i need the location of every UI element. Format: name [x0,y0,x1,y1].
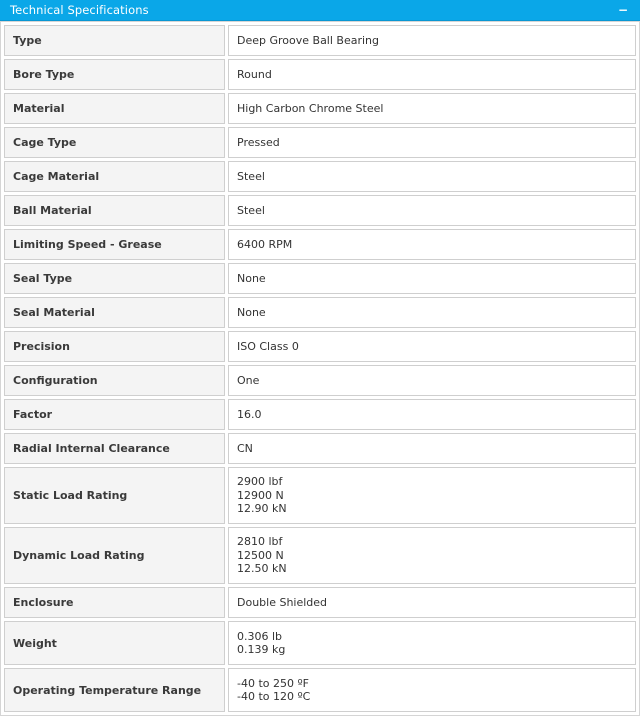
spec-value-line: High Carbon Chrome Steel [237,101,384,115]
spec-value-line: Deep Groove Ball Bearing [237,33,380,47]
spec-value [228,433,636,464]
spec-label: Cage Material [4,161,225,192]
spec-label: Seal Material [4,297,225,328]
spec-row [4,25,636,56]
spec-value-line: -40 to 120 ºC [237,690,311,703]
spec-label: Factor [4,399,225,430]
spec-label: Bore Type [4,59,225,90]
spec-row [4,527,636,584]
spec-value [228,527,636,584]
spec-label: Limiting Speed - Grease [4,229,225,260]
spec-row [4,433,636,464]
spec-row [4,297,636,328]
spec-label: Seal Type [4,263,225,294]
spec-value-line: -40 to 250 ºF [237,676,310,690]
spec-value [228,399,636,430]
spec-value-line: Steel [237,169,265,183]
spec-value [228,467,636,524]
spec-row [4,93,636,124]
spec-label: Enclosure [4,587,225,618]
spec-row [4,127,636,158]
spec-value [228,668,636,712]
spec-value-line: 12900 N [237,488,284,502]
spec-value [228,263,636,294]
spec-value [228,93,636,124]
spec-value [228,59,636,90]
spec-label: Cage Type [4,127,225,158]
spec-row [4,587,636,618]
panel-title: Technical Specifications [10,3,149,17]
spec-value-line: 2810 lbf [237,535,283,549]
spec-value-line: 12500 N [237,548,284,562]
spec-label: Static Load Rating [4,467,225,524]
spec-row [4,399,636,430]
spec-value [228,195,636,226]
spec-value-line: 16.0 [237,407,262,421]
spec-row [4,161,636,192]
spec-label: Precision [4,331,225,362]
collapse-icon[interactable]: − [617,3,628,17]
spec-value [228,229,636,260]
spec-value [228,587,636,618]
spec-row [4,365,636,396]
panel-header[interactable] [0,0,640,21]
spec-value [228,297,636,328]
spec-label: Ball Material [4,195,225,226]
spec-value [228,621,636,665]
spec-table [0,21,640,716]
spec-value-line: ISO Class 0 [237,339,299,353]
spec-value-line: Steel [237,203,265,217]
spec-value-line: 0.306 lb [237,629,283,643]
spec-row [4,621,636,665]
spec-row [4,668,636,712]
spec-value [228,25,636,56]
spec-label: Material [4,93,225,124]
spec-value-line: 12.50 kN [237,562,287,576]
spec-value-line: 6400 RPM [237,237,293,251]
spec-row [4,59,636,90]
spec-row [4,467,636,524]
spec-value [228,161,636,192]
spec-row [4,263,636,294]
spec-value-line: 12.90 kN [237,502,287,516]
spec-value [228,365,636,396]
spec-label: Weight [4,621,225,665]
spec-value-line: 2900 lbf [237,475,283,489]
spec-row [4,195,636,226]
spec-value-line: 0.139 kg [237,643,286,656]
spec-label: Dynamic Load Rating [4,527,225,584]
spec-value-line: None [237,305,266,319]
spec-value [228,331,636,362]
spec-row [4,331,636,362]
spec-label: Operating Temperature Range [4,668,225,712]
spec-value [228,127,636,158]
spec-value-line: CN [237,441,253,455]
spec-value-line: Round [237,67,272,81]
spec-value-line: Double Shielded [237,595,328,609]
spec-label: Configuration [4,365,225,396]
spec-label: Radial Internal Clearance [4,433,225,464]
spec-value-line: Pressed [237,135,280,149]
spec-table-body [4,25,636,712]
spec-value-line: One [237,373,260,387]
spec-row [4,229,636,260]
spec-value-line: None [237,271,266,285]
spec-label: Type [4,25,225,56]
